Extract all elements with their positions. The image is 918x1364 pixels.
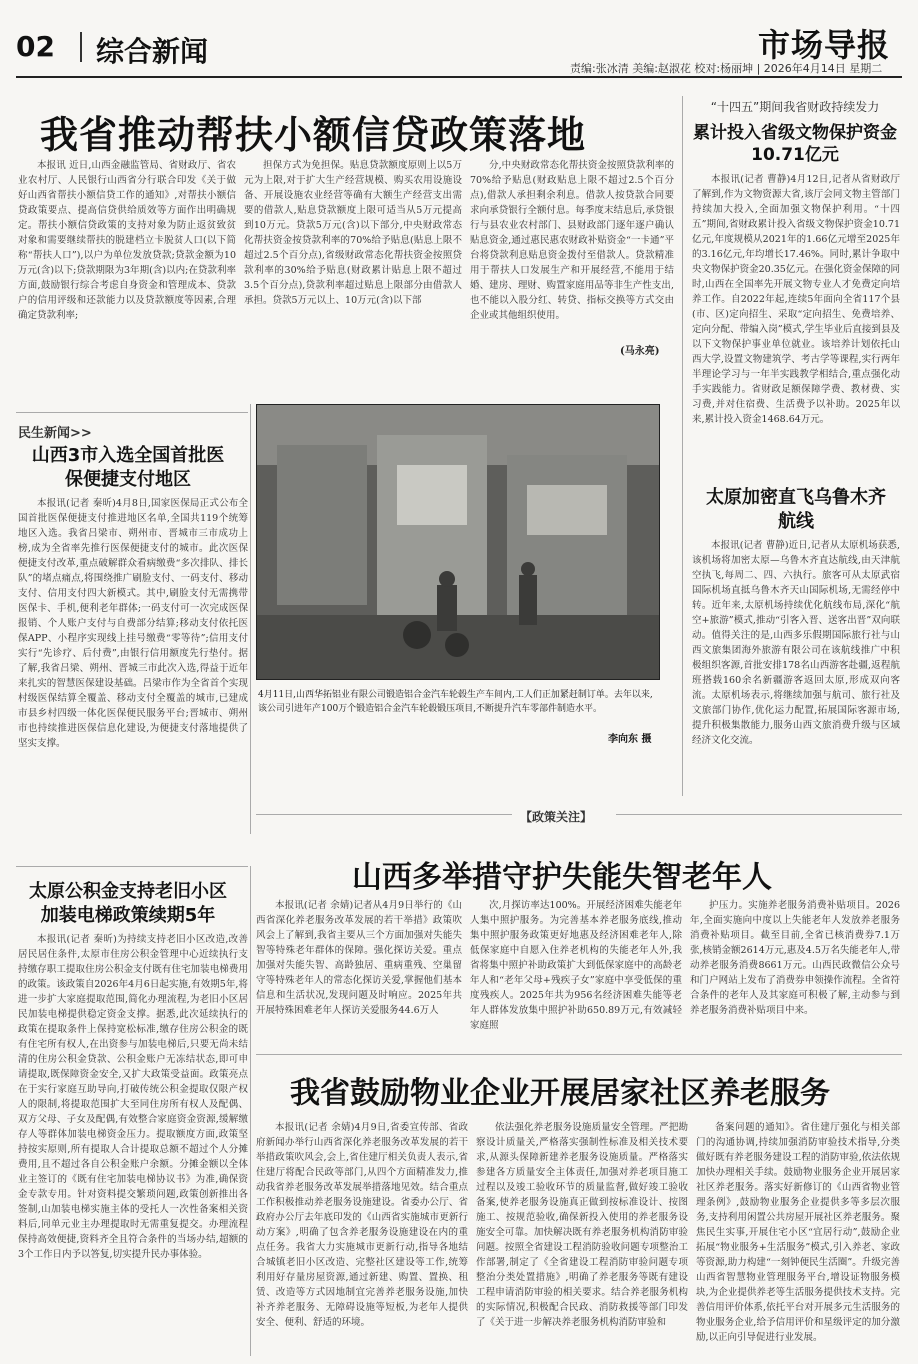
minsheng-rule [16,412,248,413]
photo-caption: 4月11日,山西华拓铝业有限公司锻造铝合金汽车轮毂生产车间内,工人们正加紧赶制订单。去年以来,该公司引进年产100万个锻造铝合金汽车轮毂锻压项目,不断提升汽车零部件制造水平。 [258,690,653,714]
policy-label: 【政策关注】 [520,810,593,824]
minsheng-label: 民生新闻>> [18,426,92,441]
lead-headline: 我省推动帮扶小额信贷政策落地 [40,113,587,157]
header-divider [80,32,82,62]
policy-col-1: 本报讯(记者 余婧)记者从4月9日举行的《山西省深化养老服务改革发展的若干举措》政策吹风会上了解到,我省主要从三个方面加强对失能失智等特殊老年群体的保障。强化探访关爱。重点加强对失能失智、高龄独居、重病重残、空巢留守等特殊老年人的常态化探访关爱,掌握他们基本信息和生活状况,发现问题及时响应。2025年共开展特殊困难老年人探访关爱服务44.6万人 [256,900,462,1016]
gjj-body: 本报讯(记者 秦昕)为持续支持老旧小区改造,改善居民居住条件,太原市住房公积金管理中心近续执行支持缴存职工提取住房公积金支付既有住宅加装电梯费用的政策。该政策自2026年4月6日起实施,有效期5年,将进一步扩大家庭提取范围,简化办理流程,为老旧小区居民加装电梯提供稳定资金支撑。据悉,此次延续执行的政策在提取条件上保持宽松标准,缴存住房公积金的既有住宅所有权人,在出资参与加装电梯后,只要无尚未结清的住房公积金贷款、公积金账户无冻结状态,即可申请提取,既保障资金安全,又扩大政策受益面。政策亮点在于实行家庭互助导向,打破传统公积金提取仅限产权人的限制,将提取范围扩大至同住房所有权人及配偶、双方父母、子女及配偶,有效整合家庭资金资源,缓解缴存人等群体加装电梯资金压力。提取额度方面,政策坚持按实原则,所有提取人合计提取总额不超过个人分摊费用,且不超过各自公积金账户余额。分摊金额以全体业主签订的《既有住宅加装电梯协议书》为准,确保资金专款专用。针对资料提交繁琐问题,政策创新推出各签制,山加装电梯实施主体的受托人一次性备案相关资料后,同单元业主办理提取时无需重复提交。办理流程保持高效便捷,资料齐全且符合条件的当场办结,超额的3个工作日内予以答复,切实提升民办事体验。 [18,934,248,1260]
wuye-col-1: 本报讯(记者 余婧)4月9日,省委宣传部、省政府新闻办举行山西省深化养老服务改革发展的若干举措政策吹风会,会上,省住建厅相关负责人表示,省住建厅将配合民政等部门,从四个方面精准发力,推动我省养老服务改革发展举措落地见效。结合重点工作积极推动养老服务设施建设。省委办公厅、省政府办公厅去年底印发的《山西省实施城市更新行动方案》,明确了包含养老服务设施建设在内的重点任务。我省大力实施城市更新行动,指导各地结合城镇老旧小区改造、完整社区建设等工作,统筹利用好存量房屋资源,通过新建、购置、置换、租赁、改造等方式因地制宜完善养老服务设施,加快补齐养老服务、无障碍设施等短板,为老年人提供安全、便利、舒适的环境。 [256,1122,468,1328]
section-title: 综合新闻 [96,35,209,68]
policy-col-2: 次,月探访率达100%。开展经济困难失能老年人集中照护服务。为完善基本养老服务底线,推动集中照护服务政策更好地惠及经济困难老年人,除低保家庭中自愿入住养老机构的失能老年人外,我省将集中照护补助政策扩大到低保家庭中的高龄老年人和“老年父母+残疾子女”家庭中享受低保的重度残疾人。2025年共为956名经济困难失能等老年人群体发放集中照护补助650.89万元,有效减轻家庭照 [470,900,682,1031]
factory-photo-illustration [257,405,660,680]
wuye-rule [256,1054,902,1055]
right-divider [682,96,683,796]
factory-photo [256,404,660,680]
policy-headline: 山西多举措守护失能失智老年人 [352,860,772,895]
photo-credit: 李向东 摄 [608,734,652,745]
lead-col-2: 担保方式为免担保。贴息贷款额度原则上以5万元为上限,对于扩大生产经营规模、购买农用设施设备、开展设施农业经营等确有大额生产经营支出需要的借款人,贴息贷款额度上限可适当从5万元提高到10万元。贷款5万元(含)以下部分,中央财政常态化帮扶资金按贷款利率的70%给予贴息(贴息上限不超过2.5个百分点),省级财政常态化帮扶资金按照贷款利率的30%给予贴息(财政累计贴息上限不超过3.5个百分点),贷款利率超过贴息上限部分由借款人承担。贷款5万元以上、10万元(含)以下部 [244,160,462,306]
wuye-col-2: 依法强化养老服务设施质量安全管理。严把勘察设计质量关,严格落实强制性标准及相关技术要求,从源头保障新建养老服务设施质量。严格落实参建各方质量安全主体责任,加强对养老项目施工过程以及竣工验收环节的质量监督,做好竣工验收备案,使养老服务设施真正做到按标准设计、按图施工、按规范验收,确保新投入使用的养老服务设施安全可靠。加快解决既有养老服务机构消防审验问题。按照全省建设工程消防验收问题专项整治工作部署,制定了《全省建设工程消防审验问题专项整治分类处置措施》,明确了养老服务等既有建设工程申请消防审验的相关要求。结合养老服务机构的实际情况,积极配合民政、消防救援等部门印发了《关于进一步解决养老服务机构消防审验和 [476,1122,688,1328]
editor-meta: 责编:张冰清 美编:赵淑花 校对:杨丽坤 | 2026年4月14日 星期二 [570,62,883,75]
page-number: 02 [16,30,55,63]
gjj-divider [250,866,251,1356]
lead-byline: (马永亮) [620,346,660,357]
gjj-headline: 太原公积金支持老旧小区加装电梯政策续期5年 [29,881,227,926]
wuye-headline: 我省鼓励物业企业开展居家社区养老服务 [290,1076,830,1111]
header-rule [16,76,902,78]
policy-rule-right [616,814,902,815]
wuye-col-3: 备案问题的通知》。省住建厅强化与相关部门的沟通协调,持续加强消防审验技术指导,分类做好既有养老服务建设工程的消防审验,依法依规加快办理相关手续。鼓励物业服务企业开展居家社区养老服务。落实好新修订的《山西省物业管理条例》,鼓励物业服务企业提供多等多层次服务,支持利用闲置公共房屋开展社区养老服务。聚焦民生实事,开展住宅小区“宜居行动”,鼓励企业拓展“物业服务+生活服务”模式,引入养老、家政等资源,助力构建“一刻钟便民生活圈”。升级完善山西省智慧物业管理服务平台,增设证物服务模块,为企业提供养老等生活服务提供技术支持。完善信用评价体系,依托平台对开展多元生活服务的物业服务企业,给予信用评价和星级评定的加分激励,以正向引导促进行业发展。 [696,1122,900,1343]
lead-col-3: 分,中央财政常态化帮扶资金按照贷款利率的70%给予贴息(财政贴息上限不超过2.5个百分点),借款人承担剩余利息。借款人按贷款合同要求向承贷银行全额付息。每季度末结息后,承贷银行与县农业农村部门、县财政部门逐年逐户确认贴息资金,通过惠民惠农财政补贴资金“一卡通”平台将贷款利息贴息资金拨付至借款人。贷款精准用于帮扶人口发展生产和开展经营,不能用于结婚、建房、理财、购置家庭用品等非生产性支出,也不能以入股分红、转贷、指标交换等方式交由企业或其他组织使用。 [470,160,674,321]
right-mid-headline: 太原加密直飞乌鲁木齐航线 [706,487,886,532]
minsheng-body: 本报讯(记者 秦昕)4月8日,国家医保局正式公布全国首批医保便捷支付推进地区名单,全国共119个统筹地区入选。我省吕梁市、朔州市、晋城市三市成功上榜,成为全省率先推行医保便捷支付的城市。此次医保便捷支付改革,重点破解群众看病缴费“多次排队、排长队”的堵点痛点,将围绕推广刷脸支付、一码支付、移动支付、信用支付四大新模式。其中,刷脸支付无需携带医保卡、手机,便利老年群体;一码支付可一次完成医保报销、个人账户支付与自费部分结算;移动支付依托医保APP、小程序实现线上挂号缴费“零等待”;信用支付实行“先诊疗、后付费”,由银行信用额度先行垫付。据了解,我省吕梁、朔州、晋城三市此次入选,得益于近年来扎实的智慧医保建设基础。吕梁市作为全省首个实现村级医保结算全覆盖、移动支付全覆盖的城市,已建成市县乡村四级一体化医保便民服务平台;晋城市、朔州市也持续推进医保信息化建设,为便捷支付落地提供了坚实支撑。 [18,498,248,749]
minsheng-divider [250,404,251,834]
right-headline: 累计投入省级文物保护资金10.71亿元 [693,123,897,165]
gjj-rule [16,866,248,867]
right-top-body: 本报讯(记者 曹静)4月12日,记者从省财政厅了解到,作为文物资源大省,该厅会同文物主管部门持续加大投入,全面加强文物保护利用。“十四五”期间,省财政累计投入省级文物保护资金10.71亿元,年度规模从2021年的1.66亿元增至2025年的3.16亿元,年均增长17.46%。同时,累计争取中央文物保护资金20.35亿元。在强化资金保障的同时,山西在全国率先开展文物专业人才免费定向培养工作。自2022年起,连续5年面向全省117个县(市、区)定向招生、采取“定向招生、免费培养、定向分配、带编入岗”模式,学生毕业后直接到县及以下文物保护事业单位就业。该培养计划依托山西大学,设置文物建筑学、考古学等课程,实行两年半理论学习与一年半实践教学相结合,重点强化动手实践能力。省财政足额保障学费、教材费、实习费,并对住宿费、生活费予以补助。2025年以来,累计投入资金1468.64万元。 [692,174,900,425]
lead-col-1: 本报讯 近日,山西金融监管局、省财政厅、省农业农村厅、人民银行山西省分行联合印发《关于做好山西省帮扶小额信贷工作的通知》,对帮扶小额信贷政策要点、提高信贷供给质效等方面作出明确规定。帮扶小额信贷政策的支持对象为防止返贫致贫对象和需要继续帮扶的脱建档立卡脱贫人口(以下简称“帮扶人口”),以户为单位发放贷款;贷款金额为10万元(含)以下;贷款期限为3年期(含)以内;在贷款利率方面,鼓励银行综合考虑自身资金和管理成本、贷款户的信用评级和还款能力以及贷款额度等因素,合理确定贷款利率; [18,160,236,321]
policy-col-3: 护压力。实施养老服务消费补贴项目。2026年,全面实施向中度以上失能老年人发放养老服务消费补贴项目。截至目前,全省已核消费券7.1万张,核销金额2614万元,惠及4.5万名失能老年人,带动养老服务消费8661万元。山西民政微信公众号和门户网站上发布了消费券申领操作流程。全省符合条件的老年人及其家庭可积极了解,主动参与到养老服务消费补贴项目中来。 [690,900,900,1016]
minsheng-headline: 山西3市入选全国首批医保便捷支付地区 [31,445,225,490]
policy-rule-left [256,814,512,815]
right-kicker: “十四五”期间我省财政持续发力 [710,100,880,114]
masthead-logo: 市场导报 [758,26,891,64]
right-mid-body: 本报讯(记者 曹静)近日,记者从太原机场获悉,该机场将加密太原—乌鲁木齐直达航线,由天津航空执飞,每周二、四、六执行。旅客可从太原武宿国际机场直抵乌鲁木齐天山国际机场,无需经停中转。近年来,太原机场持续优化航线布局,深化“航空+旅游”模式,推动“引客入晋、送客出晋”双向联动。值得关注的是,山西多乐假期国际旅行社与山西文旅集团海外旅游有限公司在该航线推广中积极组织客源,首批安排178名山西游客赴疆,返程航班搭载160余名新疆游客返回太原,形成双向客流。太原机场表示,将继续加强与航司、旅行社及文旅部门协作,优化运力配置,拓展国际客源市场,提升积极集散能力,服务山西文旅消费升级与区域经济文化交流。 [692,540,900,746]
